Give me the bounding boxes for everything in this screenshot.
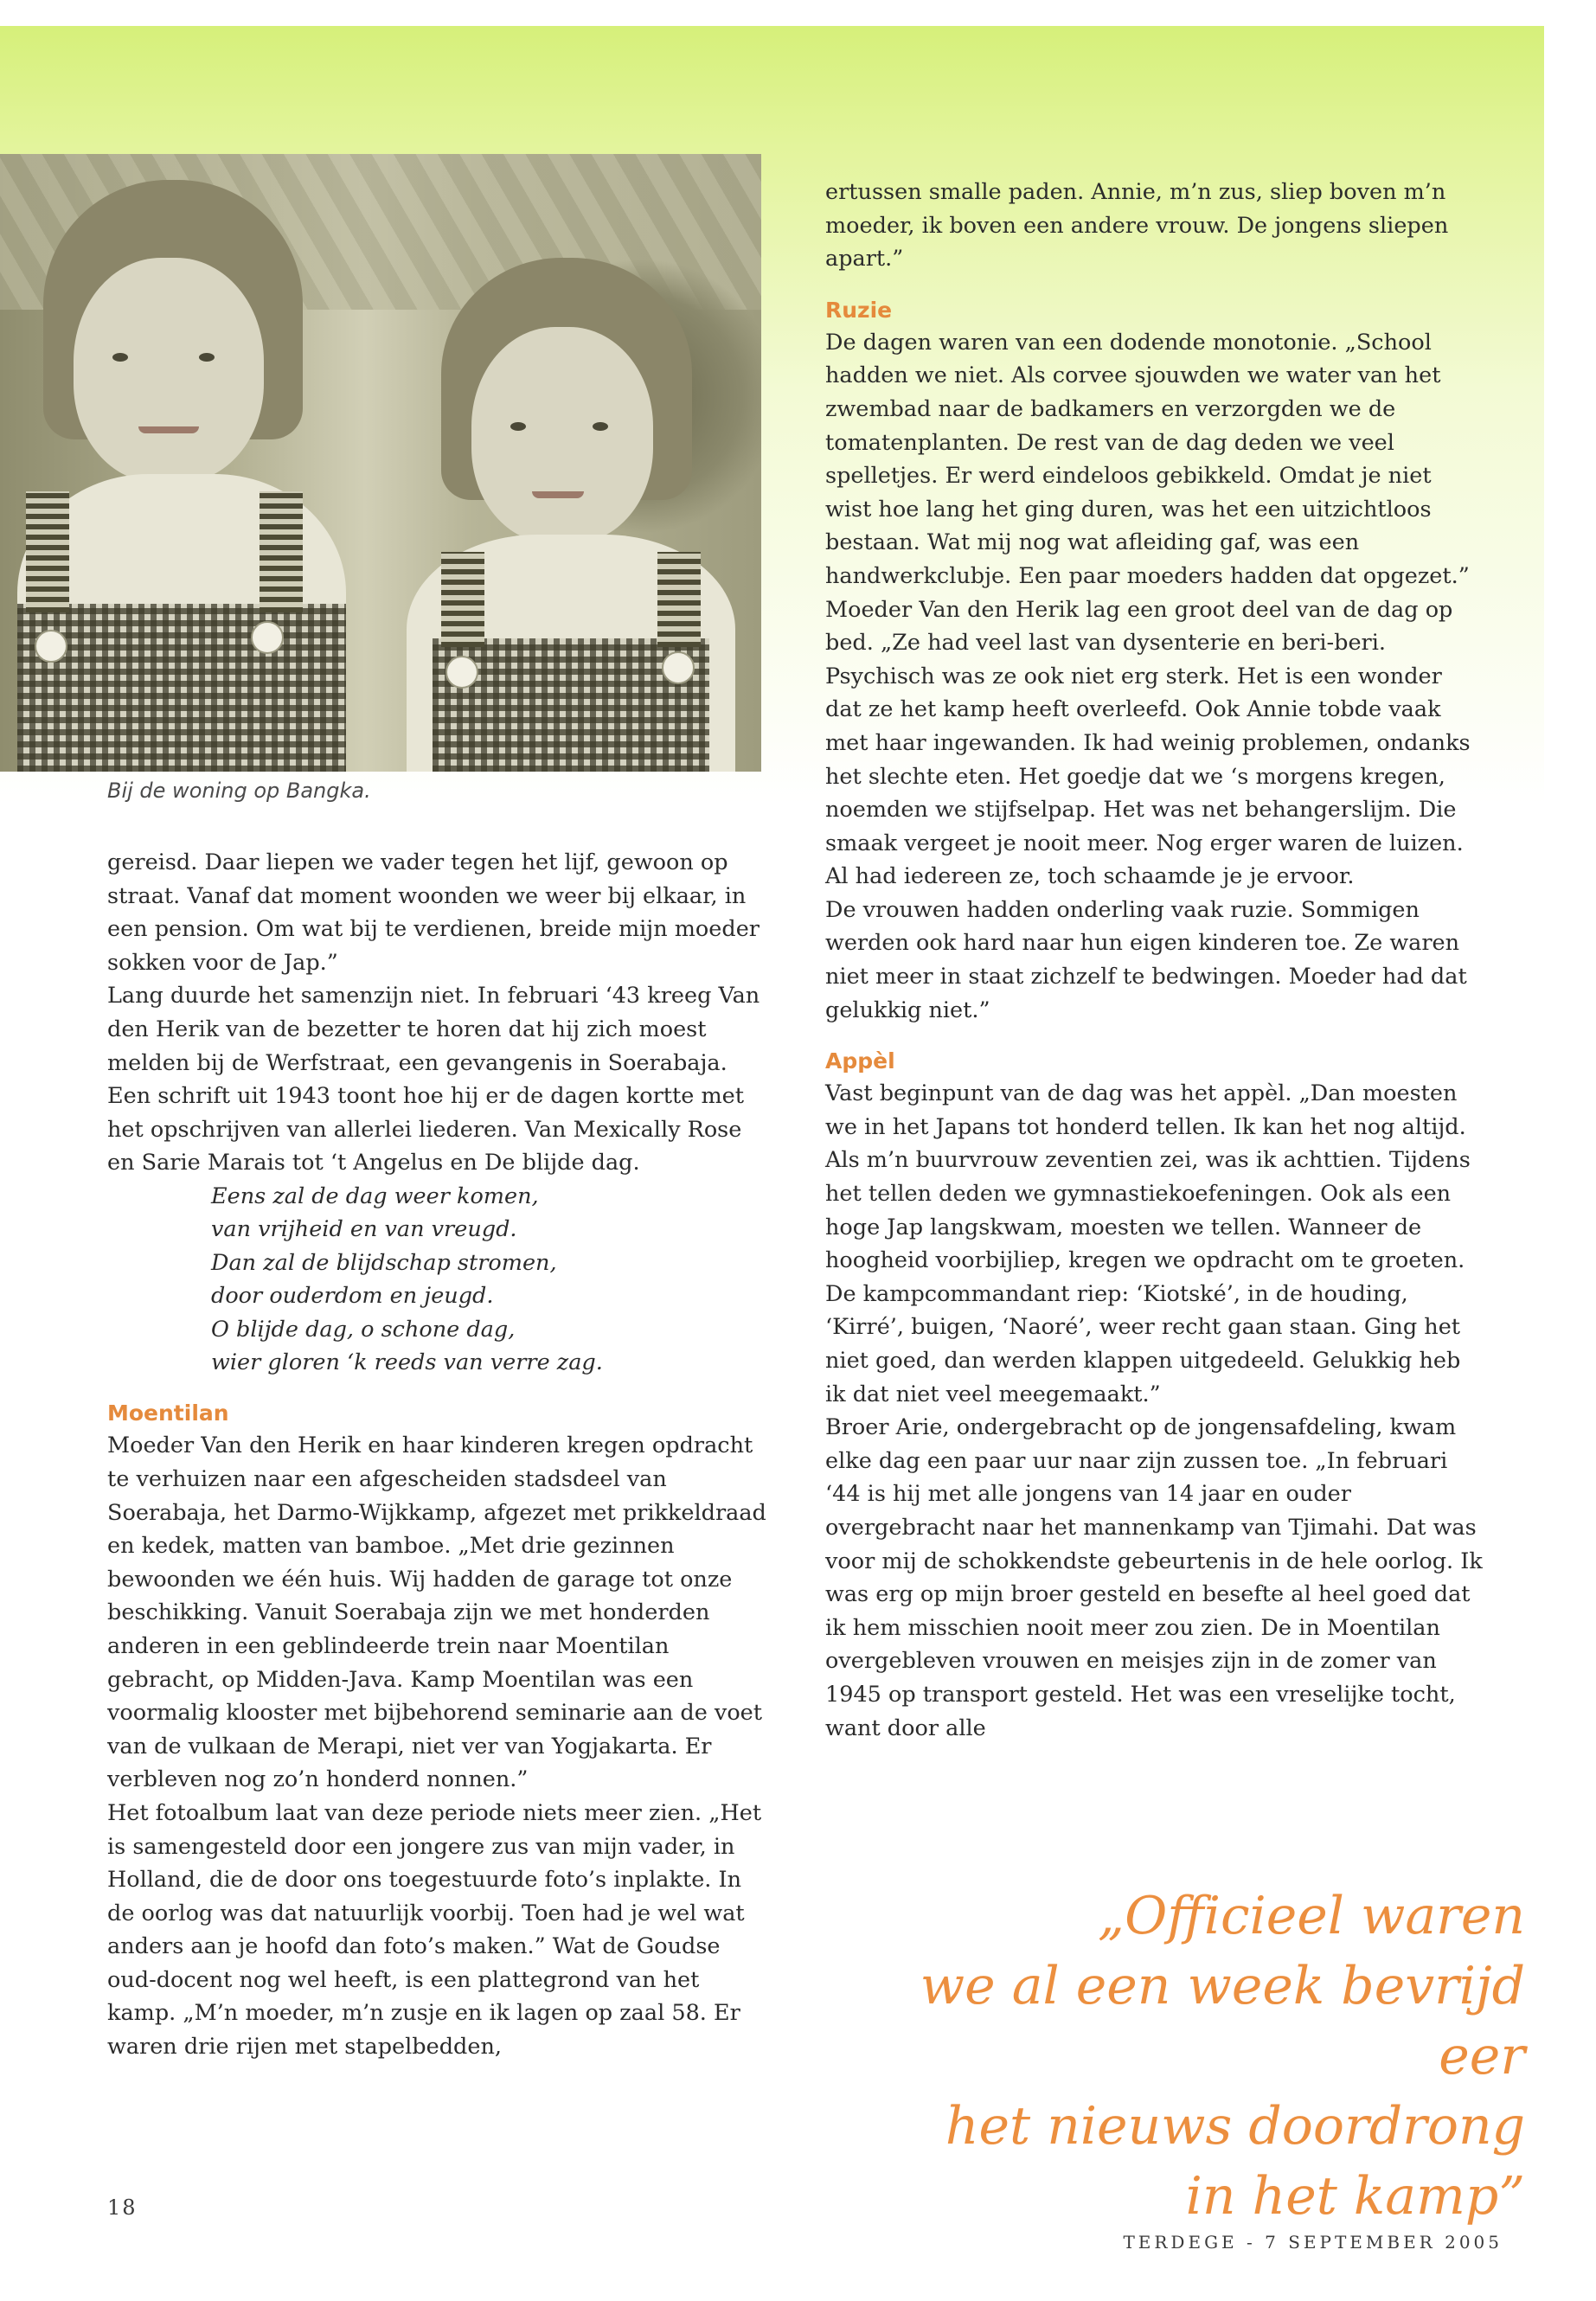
paragraph: De vrouwen hadden onderling vaak ruzie. Sommigen werden ook hard naar hun eigen kinderen toe. Ze waren niet meer in staat zichzelf te bedwingen. Moeder had dat gelukkig niet.” (825, 896, 1467, 1023)
song-lyrics (211, 1180, 773, 1379)
girl-left-face (74, 258, 264, 483)
paragraph: Vast beginpunt van de dag was het appèl. „Dan moesten we in het Japans tot honderd tellen. Ik kan het nog altijd. Als m’n buurvrouw zeventien zei, was ik achttien. Tijdens het tellen deden we gymnastiekoefeningen. Ook als een hoge Jap langskwam, moesten we tellen. Wanneer de hoogheid voorbijliep, kregen we opdracht om te groeten. De kampcommandant riep: ‘Kiotské’, in de houding, ‘Kirré’, buigen, ‘Naoré’, weer recht gaan staan. Ging het niet goed, dan werden klappen uitgedeeld. Gelukkig heb ik dat niet veel meegemaakt.” (825, 1080, 1471, 1407)
paragraph: De dagen waren van een dodende monotonie. „School hadden we niet. Als corvee sjouwden we water van het zwembad naar de badkamers en verzorgden we de tomatenplanten. De rest van de dag deden we veel spelletjes. Er werd eindeloos gebikkeld. Omdat je niet wist hoe lang het ging duren, was het een uitzichtloos bestaan. Wat mij nog wat afleiding gaf, was een handwerkclubje. Een paar moeders hadden dat opgezet.” (825, 329, 1470, 589)
lyric-line: O blijde dag, o schone dag, (211, 1316, 516, 1343)
girl-right-face (471, 327, 653, 543)
paragraph: gereisd. Daar liepen we vader tegen het lijf, gewoon op straat. Vanaf dat moment woonden we weer bij elkaar, in een pension. Om wat bij te verdienen, breide mijn moeder sokken voor de Jap.” (107, 849, 760, 976)
girl-right-strap (657, 552, 701, 647)
girl-left-strap (260, 491, 303, 612)
girl-right-eye (593, 422, 608, 431)
subheading-moentilan: Moentilan (107, 1400, 229, 1426)
lyric-line: Dan zal de blijdschap stromen, (211, 1249, 557, 1276)
girl-right (363, 154, 761, 772)
paragraph: Broer Arie, ondergebracht op de jongensafdeling, kwam elke dag een paar uur naar zijn zussen toe. „In februari ‘44 is hij met alle jongens van 14 jaar en ouder overgebracht naar het mannenkamp van Tjimahi. Dat was voor mij de schokkendste gebeurtenis in de hele oorlog. Ik was erg op mijn broer gesteld en besefte al heel goed dat ik hem misschien nooit meer zou zien. De in Moentilan overgebleven vrouwen en meisjes zijn in de zomer van 1945 op transport gesteld. Het was een vreselijke tocht, want door alle (825, 1414, 1483, 1741)
subheading-appel: Appèl (825, 1048, 895, 1074)
girl-left (0, 154, 363, 772)
girl-left-eye (112, 353, 128, 362)
pull-quote-line: het nieuws doordrong (945, 2096, 1525, 2157)
girl-right-strap (441, 552, 484, 647)
girl-left-button (251, 621, 284, 654)
girl-right-button (662, 651, 695, 684)
photo-caption: Bij de woning op Bangka. (107, 779, 371, 803)
girl-left-dress (17, 604, 346, 772)
pull-quote-line: in het kamp” (1185, 2166, 1525, 2227)
paragraph: Moeder Van den Herik lag een groot deel van de dag op bed. „Ze had veel last van dysenterie en beri-beri. Psychisch was ze ook niet erg sterk. Het is een wonder dat ze het kamp heeft overleefd. Ook Annie tobde vaak met haar ingewanden. Ik had weinig problemen, ondanks het slechte eten. Het goedje dat we ‘s morgens kregen, noemden we stijfselpap. Het was net behangerslijm. Die smaak vergeet je nooit meer. Nog erger waren de luizen. Al had iedereen ze, toch schaamde je je ervoor. (825, 596, 1471, 890)
girl-left-eye (199, 353, 215, 362)
subheading-ruzie: Ruzie (825, 297, 893, 323)
photo-two-girls (0, 154, 761, 772)
pull-quote-line: we al een week bevrijd eer (920, 1956, 1525, 2086)
article-column-right (825, 176, 1483, 1745)
lyric-line: wier gloren ‘k reeds van verre zag. (211, 1349, 603, 1375)
article-column-left (107, 846, 773, 2064)
lyric-line: van vrijheid en van vreugd. (211, 1216, 517, 1243)
page-right-margin (1544, 0, 1596, 2301)
pull-quote (833, 1881, 1525, 2232)
paragraph: Lang duurde het samenzijn niet. In februari ‘43 kreeg Van den Herik van de bezetter te horen dat hij zich moest melden bij de Werfstraat, een gevangenis in Soerabaja. Een schrift uit 1943 toont hoe hij er de dagen kortte met het opschrijven van allerlei liederen. Van Mexically Rose en Sarie Marais tot ‘t Angelus en De blijde dag. (107, 983, 760, 1176)
lyric-line: door ouderdom en jeugd. (211, 1283, 494, 1310)
paragraph: Moeder Van den Herik en haar kinderen kregen opdracht te verhuizen naar een afgescheiden stadsdeel van Soerabaja, het Darmo-Wijkkamp, afgezet met prikkeldraad en kedek, matten van bamboe. „Met drie gezinnen bewoonden we één huis. Wij hadden de garage tot onze beschikking. Vanuit Soerabaja zijn we met honderden anderen in een geblindeerde trein naar Moentilan gebracht, op Midden-Java. Kamp Moentilan was een voormalig klooster met bijbehorend seminarie aan de voet van de vulkaan de Merapi, niet ver van Yogjakarta. Er verbleven nog zo’n honderd nonnen.” (107, 1433, 766, 1793)
lyric-line: Eens zal de dag weer komen, (211, 1183, 539, 1209)
pull-quote-line: „Officieel waren (1097, 1886, 1525, 1946)
paragraph: ertussen smalle paden. Annie, m’n zus, sliep boven m’n moeder, ik boven een andere vrouw. De jongens sliepen apart.” (825, 179, 1449, 272)
girl-right-mouth (532, 491, 584, 498)
girl-left-button (35, 630, 67, 663)
paragraph: Het fotoalbum laat van deze periode niets meer zien. „Het is samengesteld door een jongere zus van mijn vader, in Holland, die de door ons toegestuurde foto’s inplakte. In de oorlog was dat natuurlijk voorbij. Toen had je wel wat anders aan je hoofd dan foto’s maken.” Wat de Goudse oud-docent nog wel heeft, is een plattegrond van het kamp. „M’n moeder, m’n zusje en ik lagen op zaal 58. Er waren drie rijen met stapelbedden, (107, 1799, 762, 2061)
girl-left-mouth (138, 426, 199, 433)
girl-right-eye (510, 422, 526, 431)
girl-right-button (445, 656, 478, 689)
girl-left-strap (26, 491, 69, 612)
page-number: 18 (107, 2195, 138, 2220)
footer-publication: TERDEGE - 7 SEPTEMBER 2005 (1123, 2232, 1503, 2253)
